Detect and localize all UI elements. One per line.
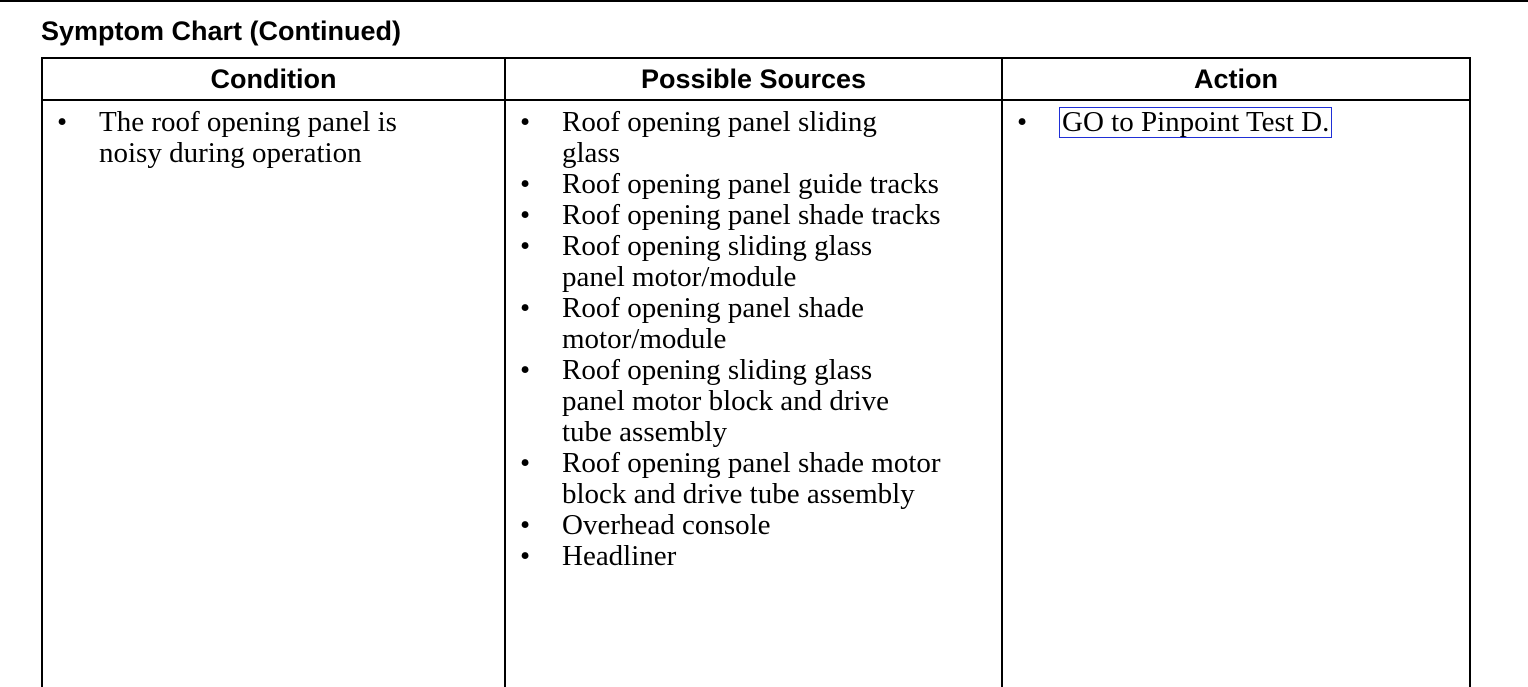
condition-cell bbox=[42, 100, 505, 687]
source-item: • Roof opening panel shade tracks bbox=[506, 200, 942, 231]
possible-sources-cell bbox=[505, 100, 1002, 687]
source-item: • Roof opening panel shade motor block and drive tube assembly bbox=[506, 448, 942, 510]
column-header-condition: Condition bbox=[42, 58, 505, 100]
source-item: • Roof opening panel shade motor/module bbox=[506, 293, 942, 355]
page-title: Symptom Chart (Continued) bbox=[41, 16, 401, 46]
source-item: • Roof opening panel guide tracks bbox=[506, 169, 942, 200]
action-list bbox=[1003, 107, 1469, 138]
source-item: • Headliner bbox=[506, 541, 942, 572]
source-item: • Overhead console bbox=[506, 510, 942, 541]
condition-item: • The roof opening panel is noisy during operation bbox=[43, 107, 449, 169]
action-cell bbox=[1002, 100, 1470, 687]
top-rule bbox=[0, 0, 1528, 2]
table-header-row bbox=[42, 58, 1470, 100]
action-item bbox=[1003, 107, 1469, 138]
pinpoint-test-d-link[interactable]: GO to Pinpoint Test D. bbox=[1059, 107, 1332, 138]
source-item: • Roof opening sliding glass panel motor block and drive tube assembly bbox=[506, 355, 942, 448]
table-row bbox=[42, 100, 1470, 687]
possible-sources-list bbox=[506, 107, 1001, 572]
column-header-action: Action bbox=[1002, 58, 1470, 100]
source-item: • Roof opening panel sliding glass bbox=[506, 107, 942, 169]
column-header-possible-sources: Possible Sources bbox=[505, 58, 1002, 100]
symptom-chart-table bbox=[41, 57, 1471, 687]
source-item: • Roof opening sliding glass panel motor/module bbox=[506, 231, 942, 293]
condition-list bbox=[43, 107, 504, 169]
